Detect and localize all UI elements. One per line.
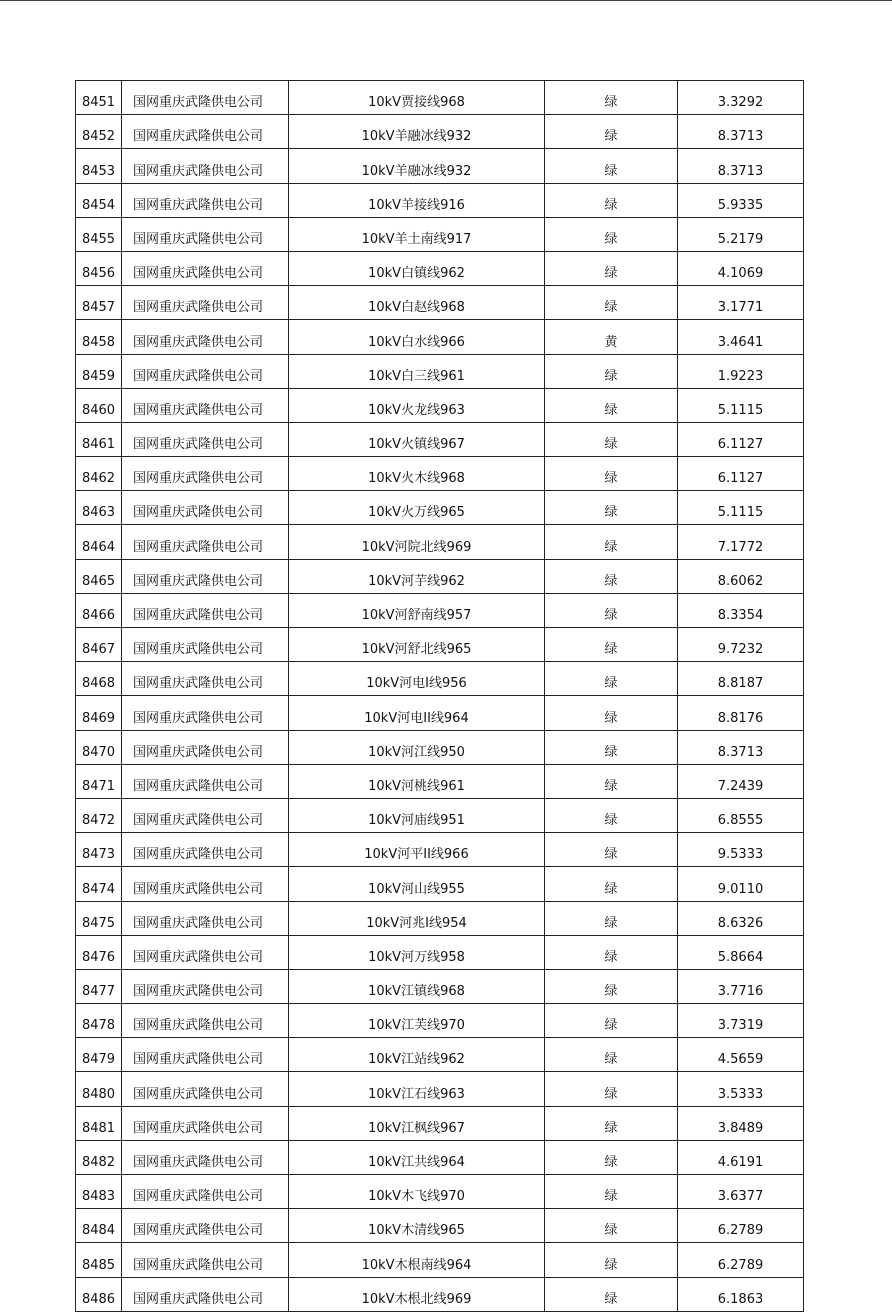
value-cell: 8.8176: [678, 696, 804, 730]
table-row: [76, 867, 804, 901]
table-row: [76, 1175, 804, 1209]
line-name-cell: 10kV羊土南线917: [289, 217, 545, 251]
row-number-cell: 8483: [76, 1175, 122, 1209]
line-name-cell: 10kV河江线950: [289, 730, 545, 764]
company-cell: 国网重庆武隆供电公司: [122, 833, 289, 867]
line-name-cell: 10kV羊接线916: [289, 183, 545, 217]
row-number-cell: 8486: [76, 1277, 122, 1311]
table-row: [76, 457, 804, 491]
company-cell: 国网重庆武隆供电公司: [122, 1038, 289, 1072]
company-cell: 国网重庆武隆供电公司: [122, 764, 289, 798]
table-row: [76, 1004, 804, 1038]
row-number-cell: 8453: [76, 149, 122, 183]
table-row: [76, 559, 804, 593]
status-color-cell: 绿: [545, 388, 678, 422]
line-name-cell: 10kV河舒北线965: [289, 628, 545, 662]
value-cell: 9.5333: [678, 833, 804, 867]
status-color-cell: 绿: [545, 1243, 678, 1277]
status-color-cell: 绿: [545, 251, 678, 285]
table-row: [76, 491, 804, 525]
row-number-cell: 8471: [76, 764, 122, 798]
row-number-cell: 8461: [76, 422, 122, 456]
status-color-cell: 绿: [545, 491, 678, 525]
company-cell: 国网重庆武隆供电公司: [122, 1140, 289, 1174]
row-number-cell: 8454: [76, 183, 122, 217]
line-name-cell: 10kV河桃线961: [289, 764, 545, 798]
row-number-cell: 8467: [76, 628, 122, 662]
value-cell: 9.0110: [678, 867, 804, 901]
company-cell: 国网重庆武隆供电公司: [122, 867, 289, 901]
table-row: [76, 935, 804, 969]
row-number-cell: 8452: [76, 115, 122, 149]
company-cell: 国网重庆武隆供电公司: [122, 1106, 289, 1140]
table-row: [76, 320, 804, 354]
value-cell: 6.8555: [678, 798, 804, 832]
value-cell: 3.6377: [678, 1175, 804, 1209]
table-row: [76, 1140, 804, 1174]
row-number-cell: 8479: [76, 1038, 122, 1072]
table-row: [76, 593, 804, 627]
line-name-cell: 10kV火木线968: [289, 457, 545, 491]
value-cell: 8.8187: [678, 662, 804, 696]
company-cell: 国网重庆武隆供电公司: [122, 730, 289, 764]
company-cell: 国网重庆武隆供电公司: [122, 1209, 289, 1243]
company-cell: 国网重庆武隆供电公司: [122, 217, 289, 251]
line-name-cell: 10kV河山线955: [289, 867, 545, 901]
row-number-cell: 8456: [76, 251, 122, 285]
line-name-cell: 10kV江站线962: [289, 1038, 545, 1072]
table-row: [76, 1072, 804, 1106]
value-cell: 6.1127: [678, 457, 804, 491]
company-cell: 国网重庆武隆供电公司: [122, 593, 289, 627]
line-name-cell: 10kV江镇线968: [289, 969, 545, 1003]
line-name-cell: 10kV火龙线963: [289, 388, 545, 422]
line-name-cell: 10kV河电II线964: [289, 696, 545, 730]
row-number-cell: 8477: [76, 969, 122, 1003]
value-cell: 8.6062: [678, 559, 804, 593]
page-top-border: [0, 0, 892, 1]
value-cell: 4.5659: [678, 1038, 804, 1072]
status-color-cell: 绿: [545, 422, 678, 456]
line-name-cell: 10kV江枫线967: [289, 1106, 545, 1140]
value-cell: 1.9223: [678, 354, 804, 388]
company-cell: 国网重庆武隆供电公司: [122, 901, 289, 935]
status-color-cell: 绿: [545, 696, 678, 730]
table-row: [76, 251, 804, 285]
data-table: [75, 80, 804, 1312]
value-cell: 3.7716: [678, 969, 804, 1003]
company-cell: 国网重庆武隆供电公司: [122, 183, 289, 217]
row-number-cell: 8460: [76, 388, 122, 422]
line-name-cell: 10kV贾接线968: [289, 81, 545, 115]
line-name-cell: 10kV火万线965: [289, 491, 545, 525]
table-row: [76, 1038, 804, 1072]
company-cell: 国网重庆武隆供电公司: [122, 662, 289, 696]
line-name-cell: 10kV河万线958: [289, 935, 545, 969]
company-cell: 国网重庆武隆供电公司: [122, 491, 289, 525]
company-cell: 国网重庆武隆供电公司: [122, 286, 289, 320]
value-cell: 7.1772: [678, 525, 804, 559]
value-cell: 8.3713: [678, 730, 804, 764]
row-number-cell: 8480: [76, 1072, 122, 1106]
company-cell: 国网重庆武隆供电公司: [122, 1243, 289, 1277]
line-name-cell: 10kV江芙线970: [289, 1004, 545, 1038]
status-color-cell: 绿: [545, 764, 678, 798]
company-cell: 国网重庆武隆供电公司: [122, 251, 289, 285]
row-number-cell: 8485: [76, 1243, 122, 1277]
line-name-cell: 10kV江石线963: [289, 1072, 545, 1106]
value-cell: 6.1127: [678, 422, 804, 456]
line-name-cell: 10kV木根南线964: [289, 1243, 545, 1277]
line-name-cell: 10kV木清线965: [289, 1209, 545, 1243]
table-body: [76, 81, 804, 1312]
company-cell: 国网重庆武隆供电公司: [122, 798, 289, 832]
row-number-cell: 8470: [76, 730, 122, 764]
status-color-cell: 绿: [545, 559, 678, 593]
row-number-cell: 8455: [76, 217, 122, 251]
status-color-cell: 绿: [545, 662, 678, 696]
value-cell: 3.8489: [678, 1106, 804, 1140]
table-row: [76, 1243, 804, 1277]
table-row: [76, 730, 804, 764]
status-color-cell: 绿: [545, 1072, 678, 1106]
status-color-cell: 绿: [545, 730, 678, 764]
status-color-cell: 绿: [545, 1277, 678, 1311]
value-cell: 3.1771: [678, 286, 804, 320]
status-color-cell: 绿: [545, 798, 678, 832]
table-row: [76, 388, 804, 422]
table-row: [76, 1209, 804, 1243]
row-number-cell: 8464: [76, 525, 122, 559]
status-color-cell: 绿: [545, 628, 678, 662]
table-row: [76, 115, 804, 149]
table-row: [76, 81, 804, 115]
row-number-cell: 8463: [76, 491, 122, 525]
line-name-cell: 10kV白三线961: [289, 354, 545, 388]
line-name-cell: 10kV河兆I线954: [289, 901, 545, 935]
value-cell: 8.3713: [678, 149, 804, 183]
value-cell: 7.2439: [678, 764, 804, 798]
row-number-cell: 8472: [76, 798, 122, 832]
row-number-cell: 8476: [76, 935, 122, 969]
status-color-cell: 绿: [545, 1004, 678, 1038]
value-cell: 9.7232: [678, 628, 804, 662]
line-name-cell: 10kV河平II线966: [289, 833, 545, 867]
row-number-cell: 8474: [76, 867, 122, 901]
line-name-cell: 10kV白水线966: [289, 320, 545, 354]
company-cell: 国网重庆武隆供电公司: [122, 457, 289, 491]
status-color-cell: 绿: [545, 593, 678, 627]
company-cell: 国网重庆武隆供电公司: [122, 525, 289, 559]
status-color-cell: 绿: [545, 217, 678, 251]
row-number-cell: 8458: [76, 320, 122, 354]
table-row: [76, 1106, 804, 1140]
row-number-cell: 8469: [76, 696, 122, 730]
line-name-cell: 10kV羊融冰线932: [289, 149, 545, 183]
value-cell: 8.3354: [678, 593, 804, 627]
status-color-cell: 绿: [545, 901, 678, 935]
table-row: [76, 969, 804, 1003]
company-cell: 国网重庆武隆供电公司: [122, 935, 289, 969]
row-number-cell: 8478: [76, 1004, 122, 1038]
status-color-cell: 绿: [545, 1140, 678, 1174]
company-cell: 国网重庆武隆供电公司: [122, 81, 289, 115]
table-row: [76, 696, 804, 730]
table-row: [76, 422, 804, 456]
value-cell: 4.6191: [678, 1140, 804, 1174]
line-name-cell: 10kV木根北线969: [289, 1277, 545, 1311]
table-row: [76, 764, 804, 798]
status-color-cell: 绿: [545, 1175, 678, 1209]
row-number-cell: 8462: [76, 457, 122, 491]
row-number-cell: 8451: [76, 81, 122, 115]
company-cell: 国网重庆武隆供电公司: [122, 696, 289, 730]
table-row: [76, 628, 804, 662]
row-number-cell: 8459: [76, 354, 122, 388]
status-color-cell: 绿: [545, 354, 678, 388]
status-color-cell: 黄: [545, 320, 678, 354]
row-number-cell: 8465: [76, 559, 122, 593]
company-cell: 国网重庆武隆供电公司: [122, 628, 289, 662]
value-cell: 5.9335: [678, 183, 804, 217]
row-number-cell: 8475: [76, 901, 122, 935]
value-cell: 5.1115: [678, 388, 804, 422]
table-row: [76, 662, 804, 696]
status-color-cell: 绿: [545, 935, 678, 969]
line-name-cell: 10kV河电I线956: [289, 662, 545, 696]
table-row: [76, 149, 804, 183]
company-cell: 国网重庆武隆供电公司: [122, 1277, 289, 1311]
line-name-cell: 10kV火镇线967: [289, 422, 545, 456]
table-row: [76, 833, 804, 867]
value-cell: 3.4641: [678, 320, 804, 354]
company-cell: 国网重庆武隆供电公司: [122, 1072, 289, 1106]
status-color-cell: 绿: [545, 149, 678, 183]
value-cell: 5.8664: [678, 935, 804, 969]
table-row: [76, 525, 804, 559]
table-row: [76, 286, 804, 320]
status-color-cell: 绿: [545, 457, 678, 491]
company-cell: 国网重庆武隆供电公司: [122, 559, 289, 593]
status-color-cell: 绿: [545, 183, 678, 217]
row-number-cell: 8466: [76, 593, 122, 627]
status-color-cell: 绿: [545, 115, 678, 149]
company-cell: 国网重庆武隆供电公司: [122, 354, 289, 388]
line-name-cell: 10kV江共线964: [289, 1140, 545, 1174]
value-cell: 5.2179: [678, 217, 804, 251]
value-cell: 3.7319: [678, 1004, 804, 1038]
value-cell: 6.1863: [678, 1277, 804, 1311]
status-color-cell: 绿: [545, 525, 678, 559]
row-number-cell: 8481: [76, 1106, 122, 1140]
line-name-cell: 10kV白赵线968: [289, 286, 545, 320]
table-row: [76, 183, 804, 217]
status-color-cell: 绿: [545, 867, 678, 901]
row-number-cell: 8484: [76, 1209, 122, 1243]
line-name-cell: 10kV羊融冰线932: [289, 115, 545, 149]
line-name-cell: 10kV河庙线951: [289, 798, 545, 832]
value-cell: 8.3713: [678, 115, 804, 149]
status-color-cell: 绿: [545, 833, 678, 867]
value-cell: 8.6326: [678, 901, 804, 935]
row-number-cell: 8468: [76, 662, 122, 696]
status-color-cell: 绿: [545, 969, 678, 1003]
line-name-cell: 10kV河舒南线957: [289, 593, 545, 627]
line-name-cell: 10kV白镇线962: [289, 251, 545, 285]
line-name-cell: 10kV河院北线969: [289, 525, 545, 559]
company-cell: 国网重庆武隆供电公司: [122, 969, 289, 1003]
value-cell: 5.1115: [678, 491, 804, 525]
company-cell: 国网重庆武隆供电公司: [122, 1004, 289, 1038]
company-cell: 国网重庆武隆供电公司: [122, 422, 289, 456]
company-cell: 国网重庆武隆供电公司: [122, 1175, 289, 1209]
value-cell: 6.2789: [678, 1243, 804, 1277]
value-cell: 3.5333: [678, 1072, 804, 1106]
value-cell: 4.1069: [678, 251, 804, 285]
company-cell: 国网重庆武隆供电公司: [122, 320, 289, 354]
line-name-cell: 10kV木飞线970: [289, 1175, 545, 1209]
company-cell: 国网重庆武隆供电公司: [122, 388, 289, 422]
company-cell: 国网重庆武隆供电公司: [122, 115, 289, 149]
company-cell: 国网重庆武隆供电公司: [122, 149, 289, 183]
table-row: [76, 1277, 804, 1311]
status-color-cell: 绿: [545, 1038, 678, 1072]
status-color-cell: 绿: [545, 1209, 678, 1243]
table-row: [76, 798, 804, 832]
table-row: [76, 901, 804, 935]
table-row: [76, 354, 804, 388]
table-row: [76, 217, 804, 251]
line-name-cell: 10kV河芋线962: [289, 559, 545, 593]
value-cell: 3.3292: [678, 81, 804, 115]
value-cell: 6.2789: [678, 1209, 804, 1243]
status-color-cell: 绿: [545, 81, 678, 115]
row-number-cell: 8457: [76, 286, 122, 320]
status-color-cell: 绿: [545, 286, 678, 320]
row-number-cell: 8473: [76, 833, 122, 867]
row-number-cell: 8482: [76, 1140, 122, 1174]
status-color-cell: 绿: [545, 1106, 678, 1140]
